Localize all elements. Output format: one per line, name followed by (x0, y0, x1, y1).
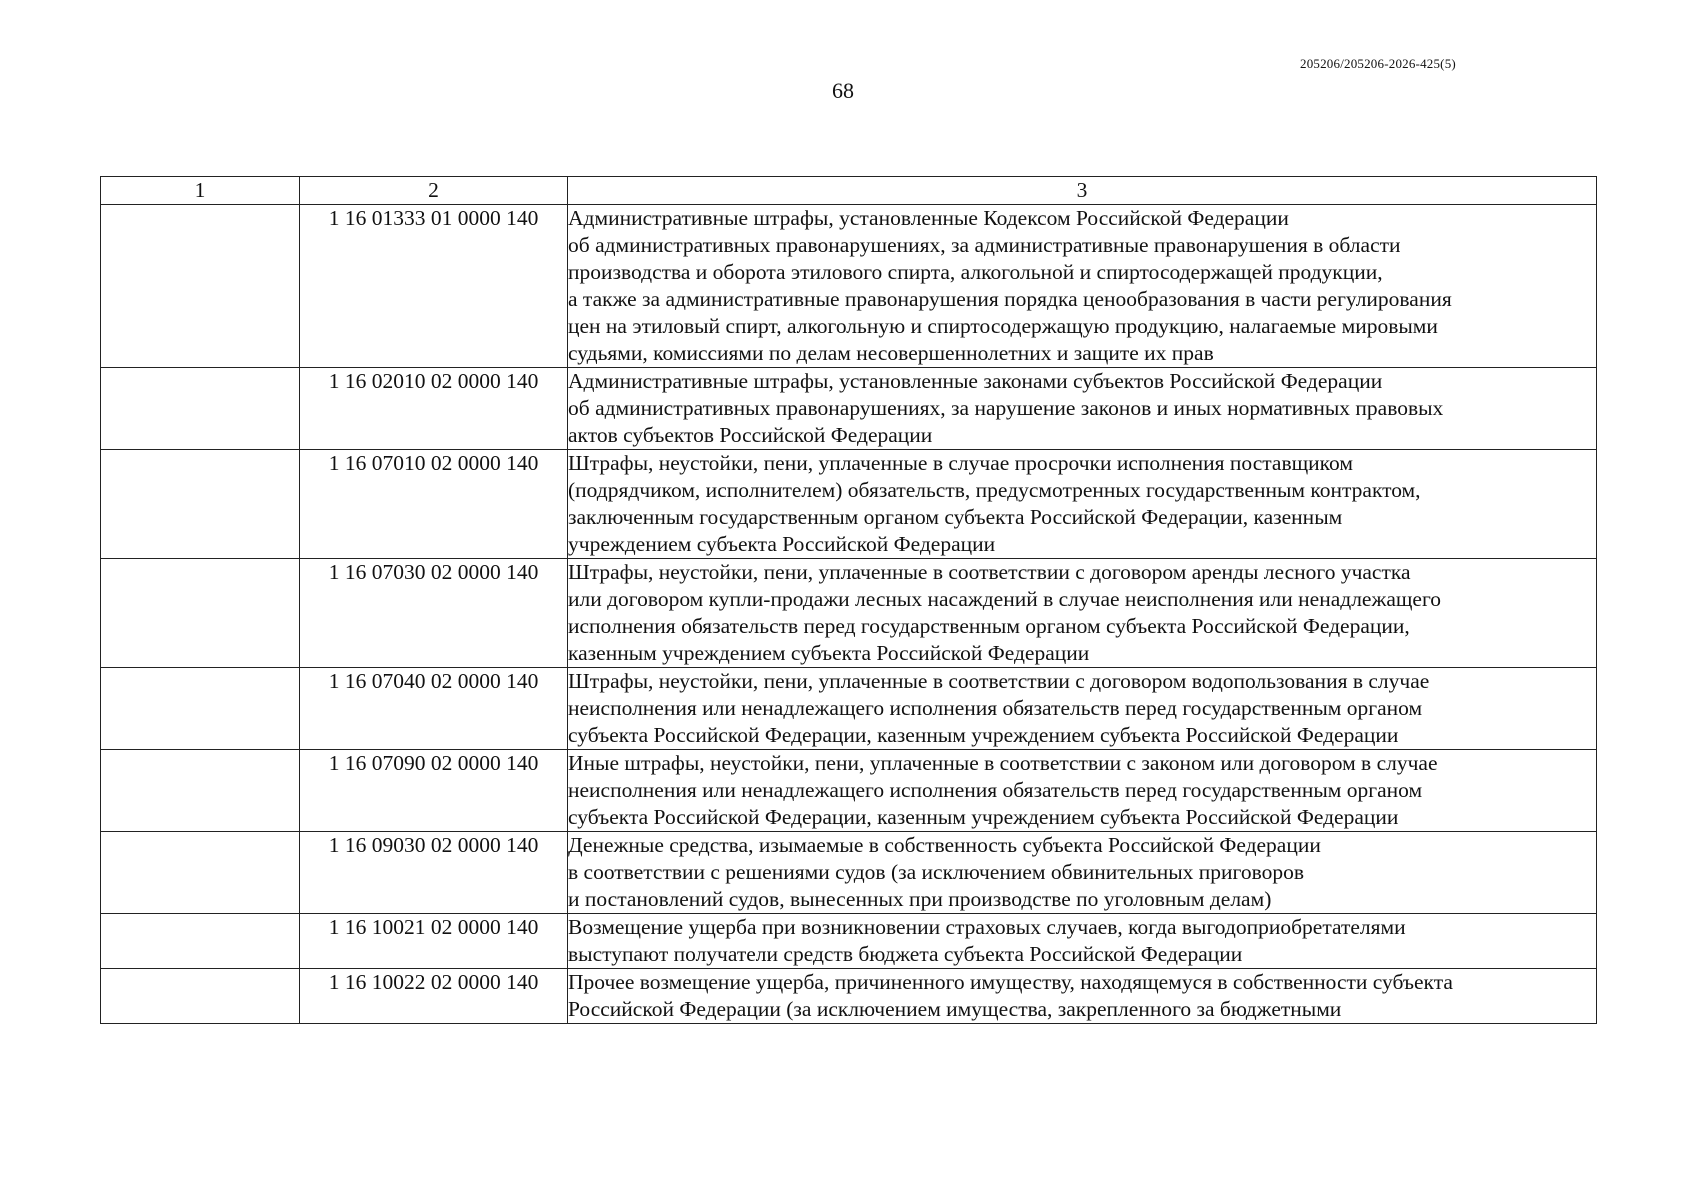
budget-code-cell: 1 16 07030 02 0000 140 (300, 559, 568, 668)
table-row (101, 969, 1597, 1024)
table-row (101, 368, 1597, 450)
column-header-3: 3 (568, 177, 1597, 205)
description-cell (568, 205, 1597, 368)
row-index-cell (101, 832, 300, 914)
page-number: 68 (832, 78, 854, 103)
description-cell (568, 368, 1597, 450)
table-row (101, 205, 1597, 368)
table-header (101, 177, 1597, 205)
description-line: производства и оборота этилового спирта, алкогольной и спиртосодержащей продукции, (568, 260, 1383, 284)
description-line: исполнения обязательств перед государственным органом субъекта Российской Федерации, (568, 614, 1410, 638)
description-cell (568, 750, 1597, 832)
description-line: а также за административные правонарушения порядка ценообразования в части регулирования (568, 287, 1452, 311)
column-header-2: 2 (300, 177, 568, 205)
table-row (101, 914, 1597, 969)
description-line: или договором купли-продажи лесных насаждений в случае неисполнения или ненадлежащего (568, 587, 1442, 611)
description-line: Штрафы, неустойки, пени, уплаченные в соответствии с договором аренды лесного участка (568, 560, 1411, 584)
description-line: выступают получатели средств бюджета субъекта Российской Федерации (568, 942, 1243, 966)
table-row (101, 832, 1597, 914)
description-line: Прочее возмещение ущерба, причиненного имуществу, находящемуся в собственности субъекта (568, 970, 1453, 994)
description-line: об административных правонарушениях, за административные правонарушения в области (568, 233, 1401, 257)
description-cell (568, 668, 1597, 750)
description-line: Штрафы, неустойки, пени, уплаченные в соответствии с договором водопользования в случае (568, 669, 1430, 693)
budget-codes-table (100, 176, 1597, 1024)
description-line: Возмещение ущерба при возникновении страховых случаев, когда выгодоприобретателями (568, 915, 1406, 939)
description-line: актов субъектов Российской Федерации (568, 423, 933, 447)
description-cell (568, 914, 1597, 969)
description-line: учреждением субъекта Российской Федерации (568, 532, 996, 556)
description-line: Российской Федерации (за исключением имущества, закрепленного за бюджетными (568, 997, 1342, 1021)
description-line: в соответствии с решениями судов (за исключением обвинительных приговоров (568, 860, 1304, 884)
description-line: (подрядчиком, исполнителем) обязательств, предусмотренных государственным контрактом, (568, 478, 1421, 502)
budget-code-cell: 1 16 07010 02 0000 140 (300, 450, 568, 559)
description-line: заключенным государственным органом субъекта Российской Федерации, казенным (568, 505, 1343, 529)
row-index-cell (101, 450, 300, 559)
description-line: Административные штрафы, установленные Кодексом Российской Федерации (568, 206, 1289, 230)
table-row (101, 559, 1597, 668)
budget-code-cell: 1 16 02010 02 0000 140 (300, 368, 568, 450)
description-line: неисполнения или ненадлежащего исполнения обязательств перед государственным органом (568, 778, 1423, 802)
row-index-cell (101, 668, 300, 750)
row-index-cell (101, 559, 300, 668)
description-line: Денежные средства, изымаемые в собственность субъекта Российской Федерации (568, 833, 1321, 857)
description-line: цен на этиловый спирт, алкогольную и спиртосодержащую продукцию, налагаемые мировыми (568, 314, 1438, 338)
description-line: и постановлений судов, вынесенных при производстве по уголовным делам) (568, 887, 1272, 911)
budget-code-cell: 1 16 10022 02 0000 140 (300, 969, 568, 1024)
description-line: субъекта Российской Федерации, казенным учреждением субъекта Российской Федерации (568, 723, 1399, 747)
budget-code-cell: 1 16 01333 01 0000 140 (300, 205, 568, 368)
column-header-1: 1 (101, 177, 300, 205)
budget-code-cell: 1 16 07090 02 0000 140 (300, 750, 568, 832)
description-line: судьями, комиссиями по делам несовершеннолетних и защите их прав (568, 341, 1214, 365)
header-row (101, 177, 1597, 205)
description-cell (568, 832, 1597, 914)
row-index-cell (101, 368, 300, 450)
description-cell (568, 450, 1597, 559)
budget-code-cell: 1 16 09030 02 0000 140 (300, 832, 568, 914)
table-body (101, 205, 1597, 1024)
description-line: субъекта Российской Федерации, казенным учреждением субъекта Российской Федерации (568, 805, 1399, 829)
budget-code-cell: 1 16 10021 02 0000 140 (300, 914, 568, 969)
row-index-cell (101, 914, 300, 969)
document-id: 205206/205206-2026-425(5) (1300, 56, 1456, 71)
table-row (101, 668, 1597, 750)
description-line: неисполнения или ненадлежащего исполнения обязательств перед государственным органом (568, 696, 1423, 720)
description-cell (568, 559, 1597, 668)
row-index-cell (101, 969, 300, 1024)
description-line: Штрафы, неустойки, пени, уплаченные в случае просрочки исполнения поставщиком (568, 451, 1353, 475)
description-cell (568, 969, 1597, 1024)
table-row (101, 750, 1597, 832)
row-index-cell (101, 750, 300, 832)
row-index-cell (101, 205, 300, 368)
description-line: казенным учреждением субъекта Российской Федерации (568, 641, 1090, 665)
table-row (101, 450, 1597, 559)
description-line: Иные штрафы, неустойки, пени, уплаченные в соответствии с законом или договором в случае (568, 751, 1438, 775)
description-line: Административные штрафы, установленные законами субъектов Российской Федерации (568, 369, 1383, 393)
budget-code-cell: 1 16 07040 02 0000 140 (300, 668, 568, 750)
description-line: об административных правонарушениях, за нарушение законов и иных нормативных правовых (568, 396, 1444, 420)
